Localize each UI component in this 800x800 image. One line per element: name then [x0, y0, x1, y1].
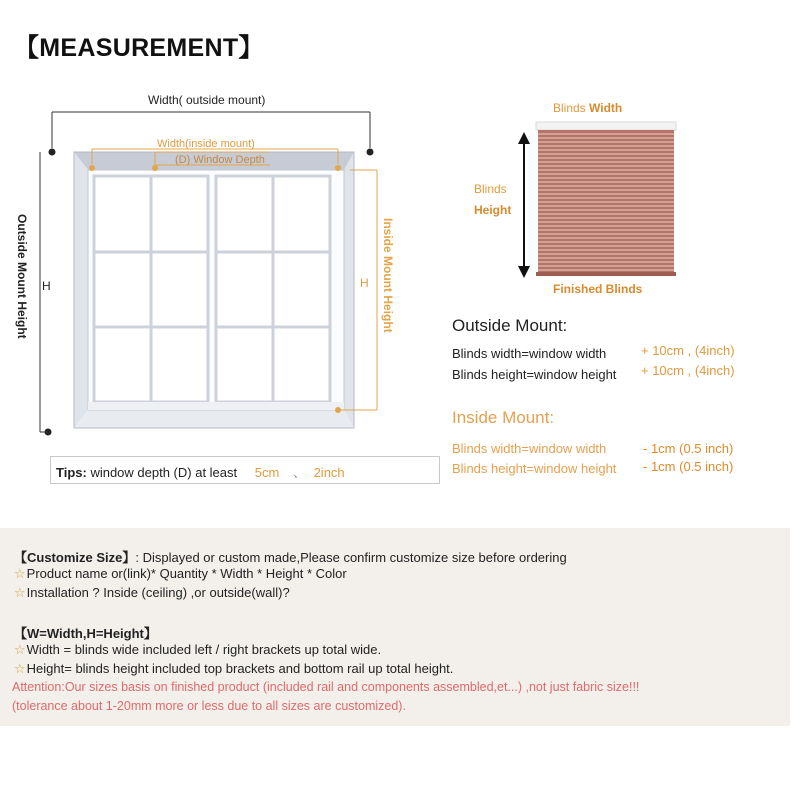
blinds-width-label-a: Blinds	[553, 101, 586, 115]
inside-rule-width-value: - 1cm (0.5 inch)	[643, 441, 734, 456]
inside-rule-width: Blinds width=window width	[452, 441, 607, 456]
tips-value-cm: 5cm	[254, 465, 280, 480]
notes-panel	[0, 528, 790, 726]
list-item	[14, 642, 381, 658]
customize-heading: 【Customize Size】	[14, 550, 136, 565]
inside-rule-height: Blinds height=window height	[452, 461, 617, 476]
list-item-text: Installation ? Inside (ceiling) ,or outside(wall)?	[26, 585, 290, 600]
outside-rule-height: Blinds height=window height	[452, 367, 617, 382]
outside-rule-width-value: + 10cm , (4inch)	[641, 343, 735, 358]
star-icon: ☆	[14, 585, 26, 600]
outside-height-label: Outside Mount Height	[15, 214, 29, 339]
tips-body: window depth (D) at least	[86, 465, 238, 480]
inside-h-marker: H	[360, 276, 369, 290]
list-item	[14, 566, 347, 582]
blinds-height-label-b: Height	[474, 203, 512, 217]
star-icon: ☆	[14, 642, 26, 657]
tips-separator: 、	[292, 465, 306, 480]
page-title: 【MEASUREMENT】	[14, 34, 264, 62]
outside-width-label: Width( outside mount)	[148, 93, 266, 107]
attention-note: Attention:Our sizes basis on finished product (included rail and components assembled,et...) ,not just fabric size!!!	[12, 680, 640, 694]
finished-blinds-caption: Finished Blinds	[553, 282, 643, 296]
outside-mount-title: Outside Mount:	[452, 316, 568, 335]
outside-rule-height-value: + 10cm , (4inch)	[641, 363, 735, 378]
inside-mount-title: Inside Mount:	[452, 408, 555, 427]
wh-heading	[14, 623, 157, 642]
list-item	[14, 585, 290, 601]
list-item-text: Height= blinds height included top brackets and bottom rail up total height.	[26, 661, 454, 676]
star-icon: ☆	[14, 661, 26, 676]
wh-heading-text: 【W=Width,H=Height】	[14, 626, 157, 641]
list-item-text: Width = blinds wide included left / right brackets up total wide.	[26, 642, 382, 657]
inside-rule-height-value: - 1cm (0.5 inch)	[643, 459, 734, 474]
list-item-text: Product name or(link)* Quantity * Width * Height * Color	[26, 566, 347, 581]
tips-label: Tips:	[56, 465, 87, 480]
blinds-height-label-a: Blinds	[474, 182, 507, 196]
window-depth-label: (D) Window Depth	[175, 154, 265, 166]
blinds-width-label	[553, 101, 622, 115]
outside-rule-width: Blinds width=window width	[452, 346, 607, 361]
list-item	[14, 661, 453, 677]
tolerance-note: (tolerance about 1-20mm more or less due to all sizes are customized).	[12, 699, 406, 713]
inside-height-label: Inside Mount Height	[381, 218, 395, 333]
blinds-width-label-b: Width	[589, 101, 623, 115]
outside-h-marker: H	[42, 279, 51, 293]
star-icon: ☆	[14, 566, 26, 581]
inside-width-label: Width(inside mount)	[157, 138, 255, 150]
tips-value-inch: 2inch	[313, 465, 345, 480]
customize-line	[14, 547, 567, 566]
customize-text: : Displayed or custom made,Please confirm customize size before ordering	[135, 550, 567, 565]
tips-text	[56, 462, 345, 481]
